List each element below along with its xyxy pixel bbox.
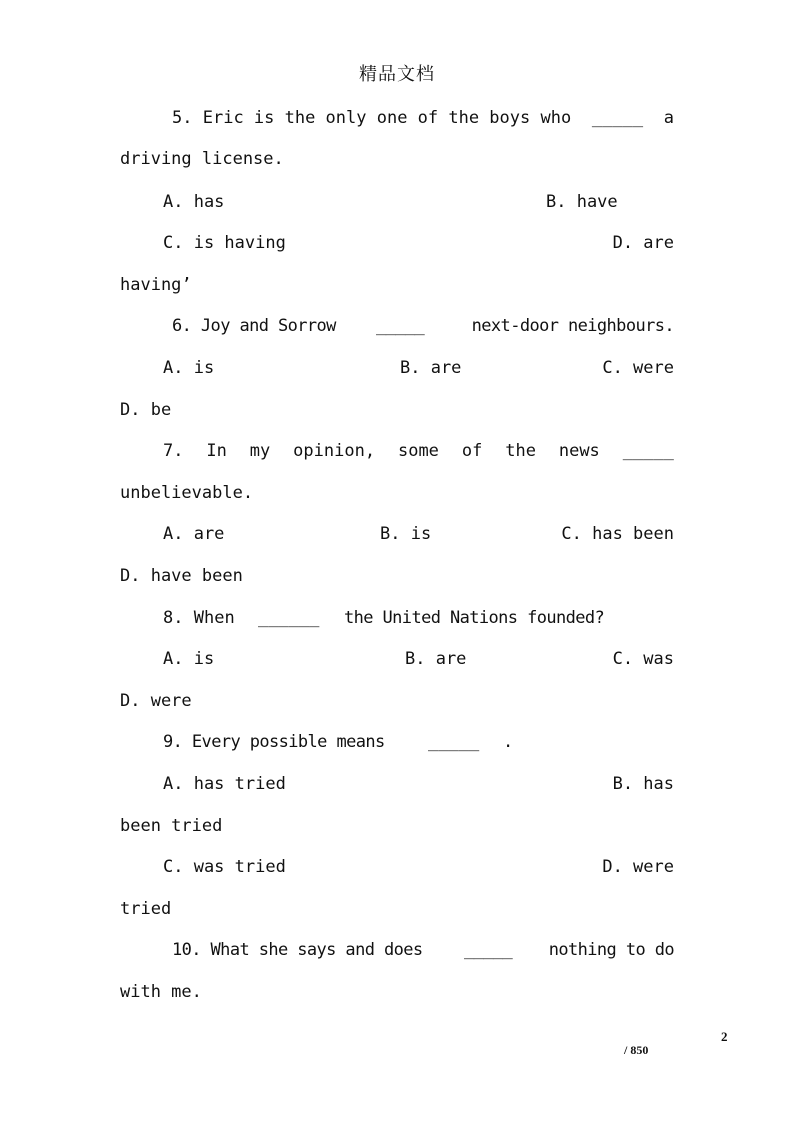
question-5-options-row-1 [120,190,674,214]
option-a: A. is [163,358,215,378]
question-6-options [120,356,674,380]
question-word: news [558,441,600,461]
option-d: D. were [602,857,674,877]
answer-blank: _____ [622,441,674,461]
question-number: 5. [172,108,193,128]
question-7-options [120,522,674,546]
option-d: D. were [120,691,192,711]
option-b: B. has [612,774,674,794]
question-word: of [461,441,483,461]
option-a: A. has [163,192,225,212]
answer-blank: ______ [258,608,320,628]
question-text-end: nothing to do [548,940,674,960]
question-6-stem [120,314,674,338]
question-9-stem [120,730,674,754]
option-c: C. has been [561,524,674,544]
question-number: 8. [163,608,184,628]
option-b: B. is [380,524,432,544]
question-number: 6. [172,316,192,336]
page-header: 精品文档 [359,64,435,85]
question-text: Joy and Sorrow [200,316,336,336]
option-a: A. are [163,524,225,544]
question-text-end: a [663,108,674,128]
question-text: When [193,608,235,628]
option-b: B. are [405,649,467,669]
option-a: A. is [163,649,215,669]
option-c: C. was [612,649,674,669]
answer-blank: _____ [428,732,480,752]
answer-blank: _____ [376,316,425,336]
option-d: D. be [120,400,172,420]
question-9-options-row-1 [120,772,674,796]
question-text: Every possible means [191,732,385,752]
question-text-end: . [503,732,514,752]
option-d-overflow: tried [120,899,172,919]
option-d: D. are [612,233,674,253]
option-c: C. were [602,358,674,378]
question-number: 10. [172,940,201,960]
answer-blank: _____ [591,108,644,128]
option-b: B. have [546,192,618,212]
question-text: What she says and does [210,940,423,960]
question-7-stem [163,439,674,463]
answer-blank: _____ [464,940,513,960]
question-word: the [505,441,536,461]
question-number: 9. [163,732,183,752]
question-9-options-row-2 [120,855,674,879]
option-d-overflow: having’ [120,275,192,295]
option-a: A. has tried [163,774,286,794]
question-7-continuation: unbelievable. [120,483,254,503]
question-word: some [397,441,439,461]
question-5-continuation: driving license. [120,149,284,169]
question-10-continuation: with me. [120,982,202,1002]
option-c: C. is having [163,233,286,253]
question-text: Eric is the only one of the boys who [202,108,572,128]
question-8-options [120,647,674,671]
page-number: 2 [721,1029,728,1044]
option-b-overflow: been tried [120,816,223,836]
option-c: C. was tried [163,857,286,877]
question-8-stem [120,606,674,630]
question-10-stem [120,938,674,962]
option-d: D. have been [120,566,243,586]
question-text-end: next-door neighbours. [471,316,674,336]
question-word: In [206,441,227,461]
question-5-stem [120,106,674,130]
page-total: / 850 [624,1043,649,1057]
question-text-end: the United Nations founded? [344,608,605,628]
question-word: opinion, [293,441,376,461]
question-number: 7. [163,441,184,461]
question-5-options-row-2 [120,231,674,255]
question-word: my [249,441,271,461]
option-b: B. are [400,358,462,378]
